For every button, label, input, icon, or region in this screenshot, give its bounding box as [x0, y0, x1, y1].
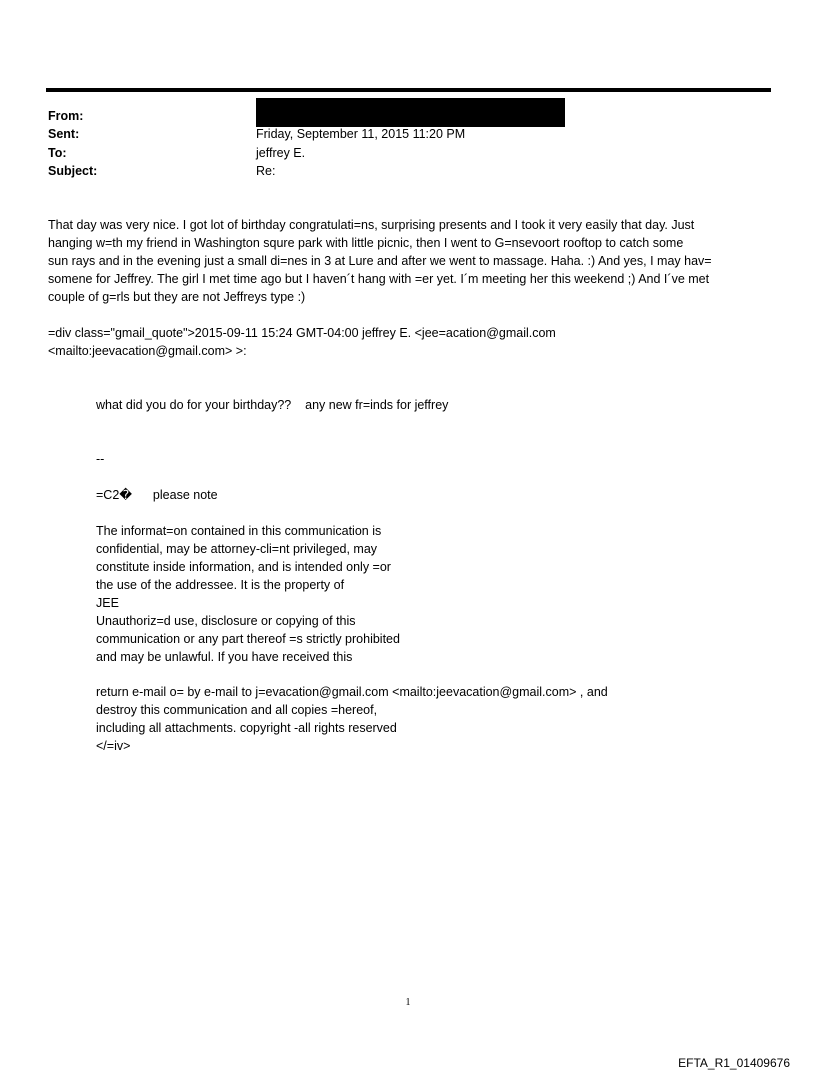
header-rule	[46, 88, 771, 92]
confidentiality-notice: The informat=on contained in this communication is confidential, may be attorney-cli=nt privileged, may constitute inside information, and is intended only =or the use of the addressee. It is the property of JEE Unauthoriz=d use, disclosure or copying of this communication or any part thereof =s strictly prohibited and may be unlawful. If you have received this	[96, 524, 400, 664]
please-note: =C2� please note	[96, 488, 218, 502]
from-label: From:	[48, 109, 84, 123]
signature-separator: --	[96, 452, 105, 466]
page-number: 1	[405, 997, 411, 1008]
document-id: EFTA_R1_01409676	[678, 1056, 790, 1070]
gmail-quote-header: =div class="gmail_quote">2015-09-11 15:24 GMT-04:00 jeffrey E. <jee=acation@gmail.com <mailto:jeevacation@gmail.com> >:	[48, 326, 556, 358]
sent-label: Sent:	[48, 127, 80, 141]
quoted-question: what did you do for your birthday?? any new fr=inds for jeffrey	[96, 398, 449, 412]
to-label: To:	[48, 146, 67, 160]
sent-value: Friday, September 11, 2015 11:20 PM	[256, 127, 466, 141]
subject-value: Re:	[256, 164, 276, 178]
to-value: jeffrey E.	[256, 146, 306, 160]
subject-label: Subject:	[48, 164, 98, 178]
return-notice: return e-mail o= by e-mail to j=evacation@gmail.com <mailto:jeevacation@gmail.com> , and destroy this communication and all copies =hereof, including all attachments. copyright -all rights reserved </=iv>	[96, 685, 608, 753]
message-body: That day was very nice. I got lot of birthday congratulati=ns, surprising presents and I took it very easily that day. Just hanging w=th my friend in Washington squre park with little picnic, then I went to G=nsevoort rooftop to catch some sun rays and in the evening just a small di=nes in 3 at Lure and after we went to massage. Haha. :) And yes, I may hav= somene for Jeffrey. The girl I met time ago but I haven´t hang with =er yet. I´m meeting her this weekend ;) And I´ve met couple of g=rls but they are not Jeffreys type :)	[48, 218, 712, 304]
redaction-box	[256, 98, 565, 127]
